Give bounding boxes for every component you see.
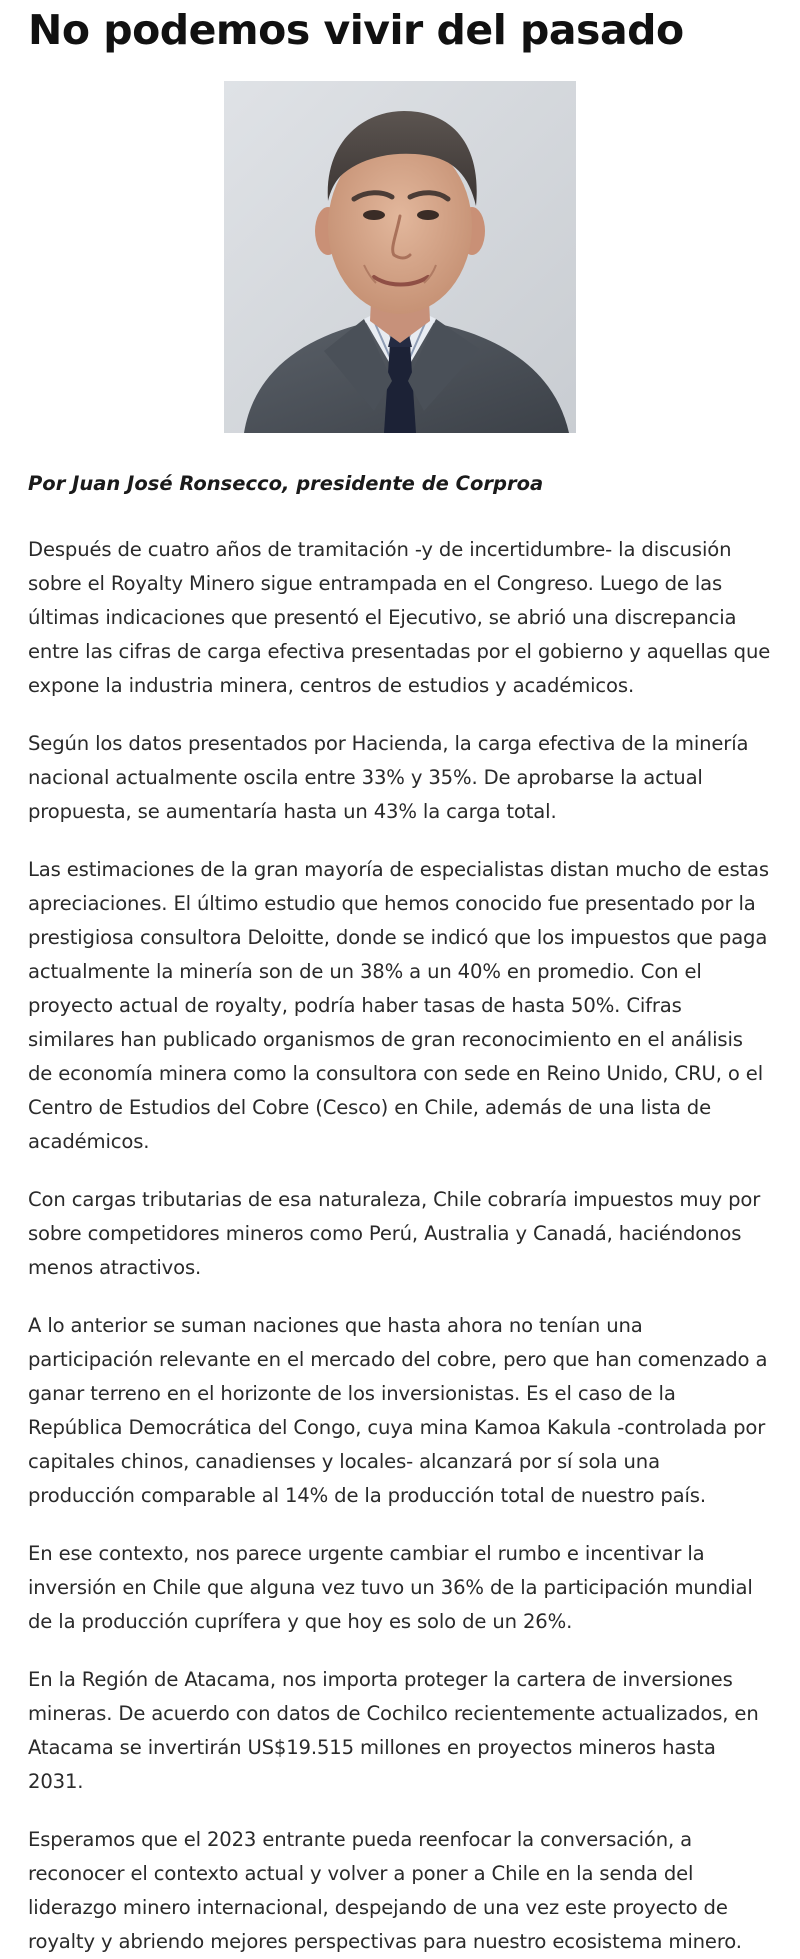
paragraph: A lo anterior se suman naciones que hasta ahora no tenían una participación relevante en el mercado del cobre, pero que han comenzado a ganar terreno en el horizonte de los inversionistas. Es el caso de la República Democrática del Congo, cuya mina Kamoa Kakula -controlada por capitales chinos, canadienses y locales- alcanzará por sí sola una producción comparable al 14% de la producción total de nuestro país. <box>28 1314 768 1507</box>
paragraph: Con cargas tributarias de esa naturaleza, Chile cobraría impuestos muy por sobre competidores mineros como Perú, Australia y Canadá, haciéndonos menos atractivos. <box>28 1188 761 1279</box>
paragraph: En la Región de Atacama, nos importa proteger la cartera de inversiones mineras. De acuerdo con datos de Cochilco recientemente actualizados, en Atacama se invertirán US$19.515 millones en proyectos mineros hasta 2031. <box>28 1668 759 1793</box>
article-title: No podemos vivir del pasado <box>28 6 684 54</box>
article-byline: Por Juan José Ronsecco, presidente de Corproa <box>28 472 544 495</box>
portrait-photo <box>224 81 576 433</box>
paragraph: Las estimaciones de la gran mayoría de especialistas distan mucho de estas apreciaciones. El último estudio que hemos conocido fue presentado por la prestigiosa consultora Deloitte, donde se indicó que los impuestos que paga actualmente la minería son de un 38% a un 40% en promedio. Con el proyecto actual de royalty, podría haber tasas de hasta 50%. Cifras similares han publicado organismos de gran reconocimiento en el análisis de economía minera como la consultora con sede en Reino Unido, CRU, o el Centro de Estudios del Cobre (Cesco) en Chile, además de una lista de académicos. <box>28 858 769 1153</box>
article-body <box>28 533 772 1959</box>
paragraph: En ese contexto, nos parece urgente cambiar el rumbo e incentivar la inversión en Chile que alguna vez tuvo un 36% de la participación mundial de la producción cuprífera y que hoy es solo de un 26%. <box>28 1542 753 1633</box>
paragraph: Esperamos que el 2023 entrante pueda reenfocar la conversación, a reconocer el contexto actual y volver a poner a Chile en la senda del liderazgo minero internacional, despejando de una vez este proyecto de royalty y abriendo mejores perspectivas para nuestro ecosistema minero. <box>28 1828 742 1953</box>
paragraph: Después de cuatro años de tramitación -y de incertidumbre- la discusión sobre el Royalty Minero sigue entrampada en el Congreso. Luego de las últimas indicaciones que presentó el Ejecutivo, se abrió una discrepancia entre las cifras de carga efectiva presentadas por el gobierno y aquellas que expone la industria minera, centros de estudios y académicos. <box>28 538 771 697</box>
paragraph: Según los datos presentados por Hacienda, la carga efectiva de la minería nacional actualmente oscila entre 33% y 35%. De aprobarse la actual propuesta, se aumentaría hasta un 43% la carga total. <box>28 732 749 823</box>
